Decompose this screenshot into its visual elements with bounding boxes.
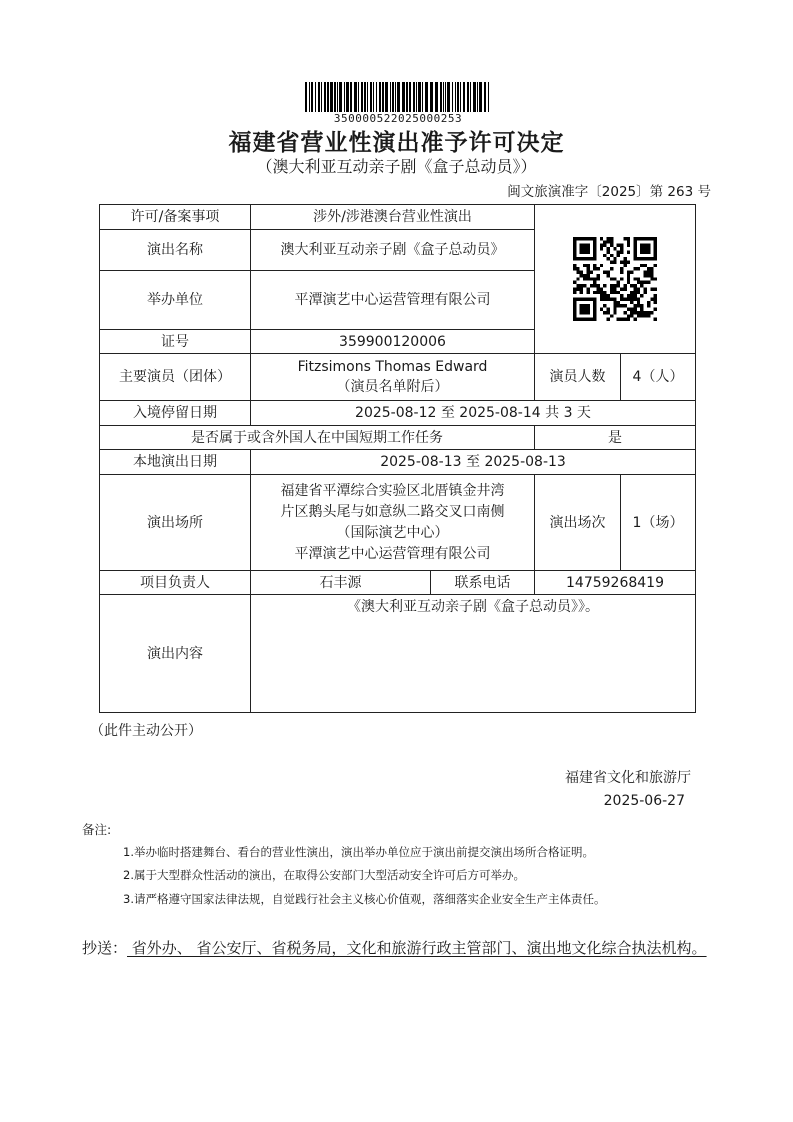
table-row (100, 450, 696, 475)
entry-period-value: 2025-08-12 至 2025-08-14 共 3 天 (251, 401, 696, 426)
short-term-work-value: 是 (535, 426, 696, 450)
project-lead-value: 石丰源 (251, 571, 431, 595)
barcode-number: 350000522025000253 (333, 112, 463, 125)
document-subtitle: （澳大利亚互动亲子剧《盒子总动员》） (256, 157, 537, 176)
organizer-label: 举办单位 (100, 271, 251, 330)
venue-value (251, 475, 535, 571)
performer-count-label: 演员人数 (535, 354, 621, 401)
issuing-authority: 福建省文化和旅游厅 (565, 770, 691, 786)
cc-distribution (82, 936, 714, 961)
note-item: 2.属于大型群众性活动的演出，在取得公安部门大型活动安全许可后方可举办。 (123, 868, 525, 882)
permit-table (99, 204, 696, 713)
short-term-work-label: 是否属于或含外国人在中国短期工作任务 (100, 426, 535, 450)
table-row (100, 595, 696, 713)
content-label: 演出内容 (100, 595, 251, 713)
table-row (100, 426, 696, 450)
main-performer-value (251, 354, 535, 401)
table-row (100, 475, 696, 571)
table-row (100, 571, 696, 595)
license-type-value: 涉外/涉港澳台营业性演出 (251, 205, 535, 230)
table-row (100, 205, 696, 230)
session-count-label: 演出场次 (535, 475, 621, 571)
venue-line: 福建省平潭综合实验区北厝镇金井湾 (280, 482, 505, 499)
main-performer-name: Fitzsimons Thomas Edward (297, 359, 488, 375)
venue-label: 演出场所 (100, 475, 251, 571)
venue-line: 片区鹅头尾与如意纵二路交叉口南侧 (280, 503, 505, 520)
venue-line: （国际演艺中心） (336, 524, 449, 541)
table-row (100, 354, 696, 401)
entry-period-label: 入境停留日期 (100, 401, 251, 426)
venue-line: 平潭演艺中心运营管理有限公司 (294, 545, 491, 562)
document-number: 闽文旅演准字〔2025〕第 263 号 (507, 184, 711, 200)
table-row (100, 401, 696, 426)
note-item: 3.请严格遵守国家法律法规，自觉践行社会主义核心价值观，落细落实企业安全生产主体责任。 (123, 892, 606, 906)
main-performer-note: （演员名单附后） (336, 379, 449, 395)
issue-date: 2025-06-27 (603, 793, 685, 809)
performance-name-label: 演出名称 (100, 230, 251, 271)
local-dates-value: 2025-08-13 至 2025-08-13 (251, 450, 696, 475)
cert-no-label: 证号 (100, 330, 251, 354)
performance-name-value: 澳大利亚互动亲子剧《盒子总动员》 (251, 230, 535, 271)
note-item: 1.举办临时搭建舞台、看台的营业性演出，演出举办单位应于演出前提交演出场所合格证明。 (123, 845, 594, 859)
qr-code (573, 237, 657, 321)
cc-label: 抄送： (82, 939, 128, 957)
contact-phone-value: 14759268419 (535, 571, 696, 595)
public-disclosure-note: （此件主动公开） (90, 723, 202, 739)
license-type-label: 许可/备案事项 (100, 205, 251, 230)
content-value: 《澳大利亚互动亲子剧《盒子总动员》》。 (251, 595, 696, 713)
main-performer-label: 主要演员（团体） (100, 354, 251, 401)
barcode (305, 82, 493, 112)
cc-recipients: 省外办、 省公安厅、省税务局，文化和旅游行政主管部门、演出地文化综合执法机构。 (127, 939, 707, 957)
qr-code-cell (535, 205, 696, 354)
project-lead-label: 项目负责人 (100, 571, 251, 595)
performer-count-value: 4（人） (621, 354, 696, 401)
organizer-value: 平潭演艺中心运营管理有限公司 (251, 271, 535, 330)
cert-no-value: 359900120006 (251, 330, 535, 354)
contact-phone-label: 联系电话 (431, 571, 535, 595)
session-count-value: 1（场） (621, 475, 696, 571)
local-dates-label: 本地演出日期 (100, 450, 251, 475)
document-title: 福建省营业性演出准予许可决定 (228, 130, 565, 156)
notes-label: 备注: (82, 822, 112, 837)
